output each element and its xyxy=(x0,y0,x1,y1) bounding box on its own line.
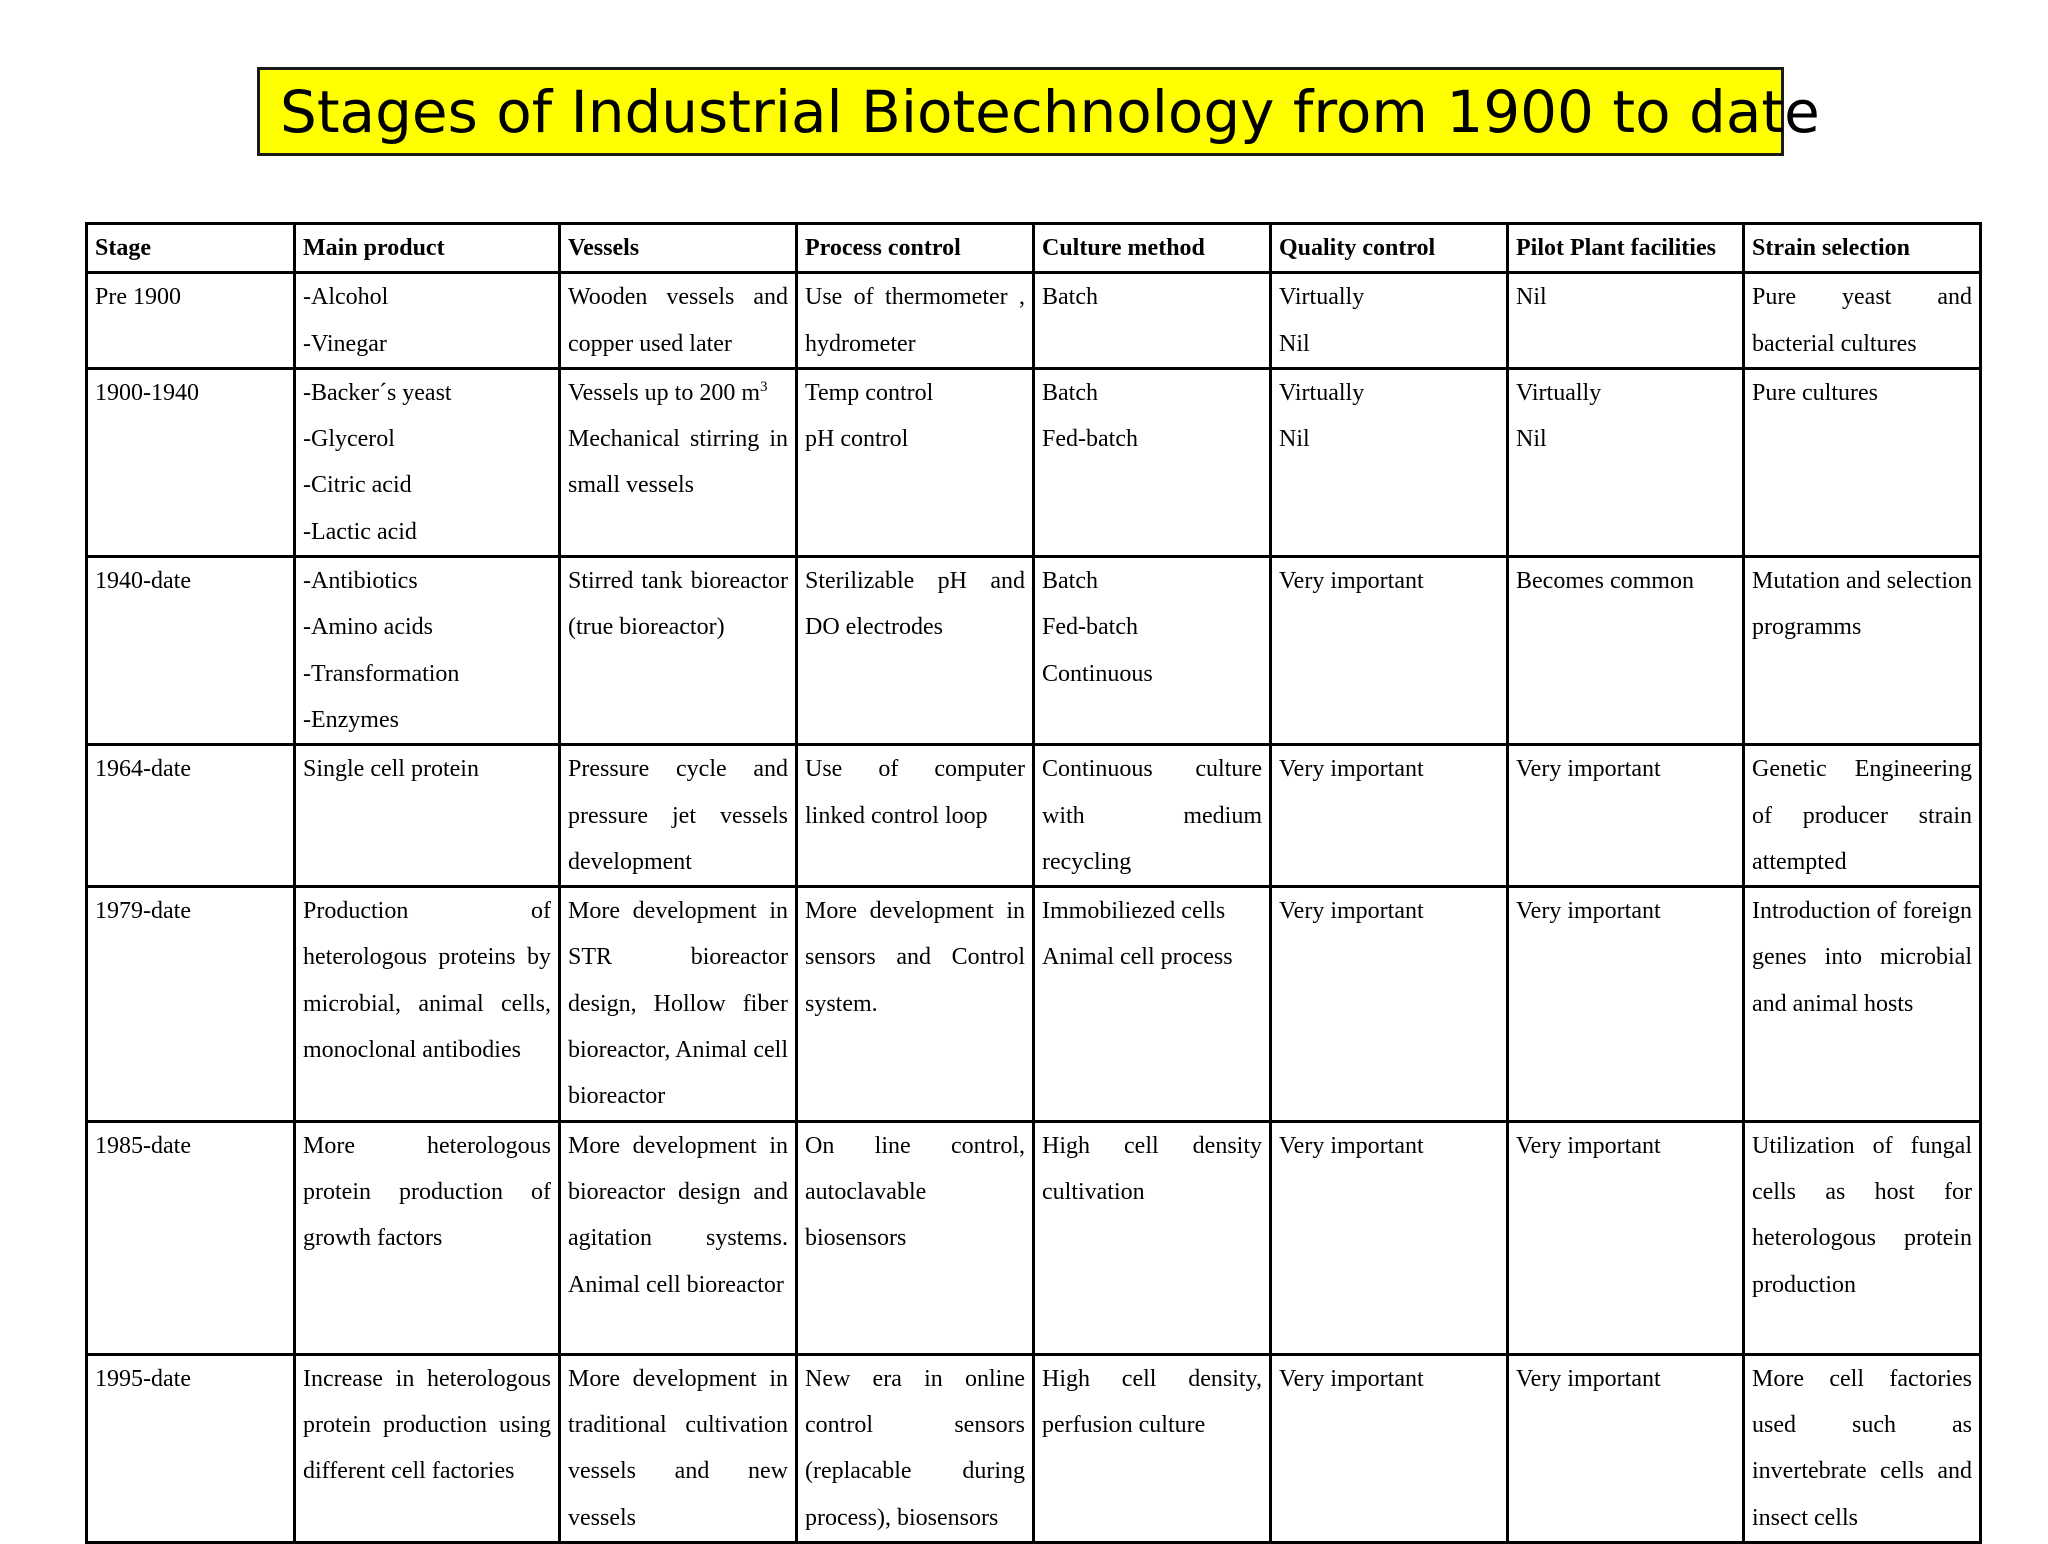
main-product-item: -Transformation xyxy=(303,660,460,687)
culture-method-item: Batch xyxy=(1042,284,1098,311)
page-title: Stages of Industrial Biotechnology from 1900 to date xyxy=(280,77,1820,146)
culture-method-item: Fed-batch xyxy=(1042,426,1138,453)
table-row xyxy=(87,887,1981,1121)
cell-strain-selection: Introduction of foreign genes into microbial and animal hosts xyxy=(1744,887,1981,1121)
quality-control-item: Virtually xyxy=(1279,284,1365,311)
main-product-item: -Vinegar xyxy=(303,330,387,357)
cell-pilot-plant xyxy=(1508,557,1744,745)
col-header-main-product: Main product xyxy=(295,224,560,273)
cubic-superscript: 3 xyxy=(760,378,768,395)
culture-method-item: Fed-batch xyxy=(1042,614,1138,641)
cell-process-control: On line control, autoclavable biosensors xyxy=(797,1121,1034,1354)
culture-method-item: Batch xyxy=(1042,568,1098,595)
cell-vessels: More development in bioreactor design and agitation systems. Animal cell bioreactor xyxy=(560,1121,797,1354)
cell-pilot-plant xyxy=(1508,368,1744,556)
cell-quality-control xyxy=(1271,368,1508,556)
pilot-plant-item: Becomes common xyxy=(1516,568,1694,595)
cell-main-product xyxy=(295,273,560,369)
cell-main-product: More heterologous protein production of growth factors xyxy=(295,1121,560,1354)
culture-method-item: Animal cell process xyxy=(1042,944,1233,971)
cell-process-control xyxy=(797,368,1034,556)
pilot-plant-item: Nil xyxy=(1516,426,1547,453)
cell-quality-control xyxy=(1271,1121,1508,1354)
main-product-item: -Lactic acid xyxy=(303,518,417,545)
pilot-plant-item: Nil xyxy=(1516,284,1547,311)
cell-quality-control xyxy=(1271,745,1508,887)
cell-quality-control xyxy=(1271,557,1508,745)
main-product-item: -Citric acid xyxy=(303,472,412,499)
cell-main-product: Single cell protein xyxy=(295,745,560,887)
cell-quality-control xyxy=(1271,887,1508,1121)
pilot-plant-item: Very important xyxy=(1516,898,1661,925)
col-header-pilot-plant: Pilot Plant facilities xyxy=(1508,224,1744,273)
title-banner xyxy=(257,67,1820,156)
cell-stage: 1900-1940 xyxy=(87,368,295,556)
cell-stage: 1964-date xyxy=(87,745,295,887)
cell-quality-control xyxy=(1271,1354,1508,1542)
process-control-item: pH control xyxy=(805,426,909,453)
quality-control-item: Very important xyxy=(1279,1132,1424,1159)
culture-method-item: Continuous xyxy=(1042,660,1153,687)
quality-control-item: Nil xyxy=(1279,426,1310,453)
col-header-culture-method: Culture method xyxy=(1034,224,1271,273)
cell-stage: Pre 1900 xyxy=(87,273,295,369)
cell-strain-selection: Pure cultures xyxy=(1744,368,1981,556)
cell-strain-selection: More cell factories used such as invertebrate cells and insect cells xyxy=(1744,1354,1981,1542)
cell-pilot-plant xyxy=(1508,1354,1744,1542)
quality-control-item: Nil xyxy=(1279,330,1310,357)
cell-culture-method: High cell density, perfusion culture xyxy=(1034,1354,1271,1542)
table-row xyxy=(87,557,1981,745)
pilot-plant-item: Very important xyxy=(1516,1365,1661,1392)
cell-strain-selection: Utilization of fungal cells as host for heterologous protein production xyxy=(1744,1121,1981,1354)
cell-vessels: Stirred tank bioreactor (true bioreactor) xyxy=(560,557,797,745)
col-header-stage: Stage xyxy=(87,224,295,273)
cell-main-product xyxy=(295,557,560,745)
culture-method-item: Batch xyxy=(1042,379,1098,406)
cell-main-product: Production of heterologous proteins by microbial, animal cells, monoclonal antibodies xyxy=(295,887,560,1121)
main-product-item: -Antibiotics xyxy=(303,568,418,595)
process-control-item: Temp control xyxy=(805,379,934,406)
col-header-vessels: Vessels xyxy=(560,224,797,273)
main-product-item: -Alcohol xyxy=(303,284,389,311)
table-row xyxy=(87,1121,1981,1354)
table-row xyxy=(87,745,1981,887)
cell-culture-method xyxy=(1034,368,1271,556)
table-row xyxy=(87,273,1981,369)
cell-process-control: Use of thermometer , hydrometer xyxy=(797,273,1034,369)
cell-pilot-plant xyxy=(1508,273,1744,369)
stages-table-container xyxy=(85,222,1979,1544)
cell-stage: 1985-date xyxy=(87,1121,295,1354)
cell-stage: 1940-date xyxy=(87,557,295,745)
cell-strain-selection: Pure yeast and bacterial cultures xyxy=(1744,273,1981,369)
pilot-plant-item: Very important xyxy=(1516,1132,1661,1159)
cell-stage: 1995-date xyxy=(87,1354,295,1542)
main-product-item: -Amino acids xyxy=(303,614,433,641)
culture-method-item: Immobiliezed cells xyxy=(1042,898,1226,925)
pilot-plant-item: Virtually xyxy=(1516,379,1602,406)
cell-culture-method xyxy=(1034,273,1271,369)
cell-culture-method xyxy=(1034,557,1271,745)
vessels-capacity-line xyxy=(568,370,788,416)
cell-strain-selection: Genetic Engineering of producer strain attempted xyxy=(1744,745,1981,887)
vessels-capacity-text: Vessels up to 200 m xyxy=(568,379,760,406)
col-header-quality-control: Quality control xyxy=(1271,224,1508,273)
vessels-rest-text: Mechanical stirring in small vessels xyxy=(568,426,788,499)
cell-pilot-plant xyxy=(1508,887,1744,1121)
quality-control-item: Very important xyxy=(1279,756,1424,783)
cell-culture-method xyxy=(1034,887,1271,1121)
cell-culture-method: Continuous culture with medium recycling xyxy=(1034,745,1271,887)
table-header-row xyxy=(87,224,1981,273)
cell-vessels: Wooden vessels and copper used later xyxy=(560,273,797,369)
cell-process-control: Sterilizable pH and DO electrodes xyxy=(797,557,1034,745)
cell-strain-selection: Mutation and selection programms xyxy=(1744,557,1981,745)
cell-quality-control xyxy=(1271,273,1508,369)
main-product-item: -Enzymes xyxy=(303,706,399,733)
cell-process-control: New era in online control sensors (replacable during process), biosensors xyxy=(797,1354,1034,1542)
table-row xyxy=(87,1354,1981,1542)
cell-culture-method: High cell density cultivation xyxy=(1034,1121,1271,1354)
cell-main-product: Increase in heterologous protein production using different cell factories xyxy=(295,1354,560,1542)
stages-table xyxy=(85,222,1982,1544)
cell-main-product xyxy=(295,368,560,556)
quality-control-item: Very important xyxy=(1279,1365,1424,1392)
cell-vessels: More development in STR bioreactor design, Hollow fiber bioreactor, Animal cell bioreactor xyxy=(560,887,797,1121)
cell-process-control: More development in sensors and Control system. xyxy=(797,887,1034,1121)
table-row xyxy=(87,368,1981,556)
cell-vessels xyxy=(560,368,797,556)
cell-vessels: More development in traditional cultivation vessels and new vessels xyxy=(560,1354,797,1542)
cell-pilot-plant xyxy=(1508,745,1744,887)
col-header-process-control: Process control xyxy=(797,224,1034,273)
main-product-item: -Backer´s yeast xyxy=(303,379,452,406)
quality-control-item: Very important xyxy=(1279,898,1424,925)
cell-stage: 1979-date xyxy=(87,887,295,1121)
col-header-strain-selection: Strain selection xyxy=(1744,224,1981,273)
cell-pilot-plant xyxy=(1508,1121,1744,1354)
quality-control-item: Virtually xyxy=(1279,379,1365,406)
pilot-plant-item: Very important xyxy=(1516,756,1661,783)
cell-vessels: Pressure cycle and pressure jet vessels development xyxy=(560,745,797,887)
cell-process-control: Use of computer linked control loop xyxy=(797,745,1034,887)
main-product-item: -Glycerol xyxy=(303,426,395,453)
quality-control-item: Very important xyxy=(1279,568,1424,595)
